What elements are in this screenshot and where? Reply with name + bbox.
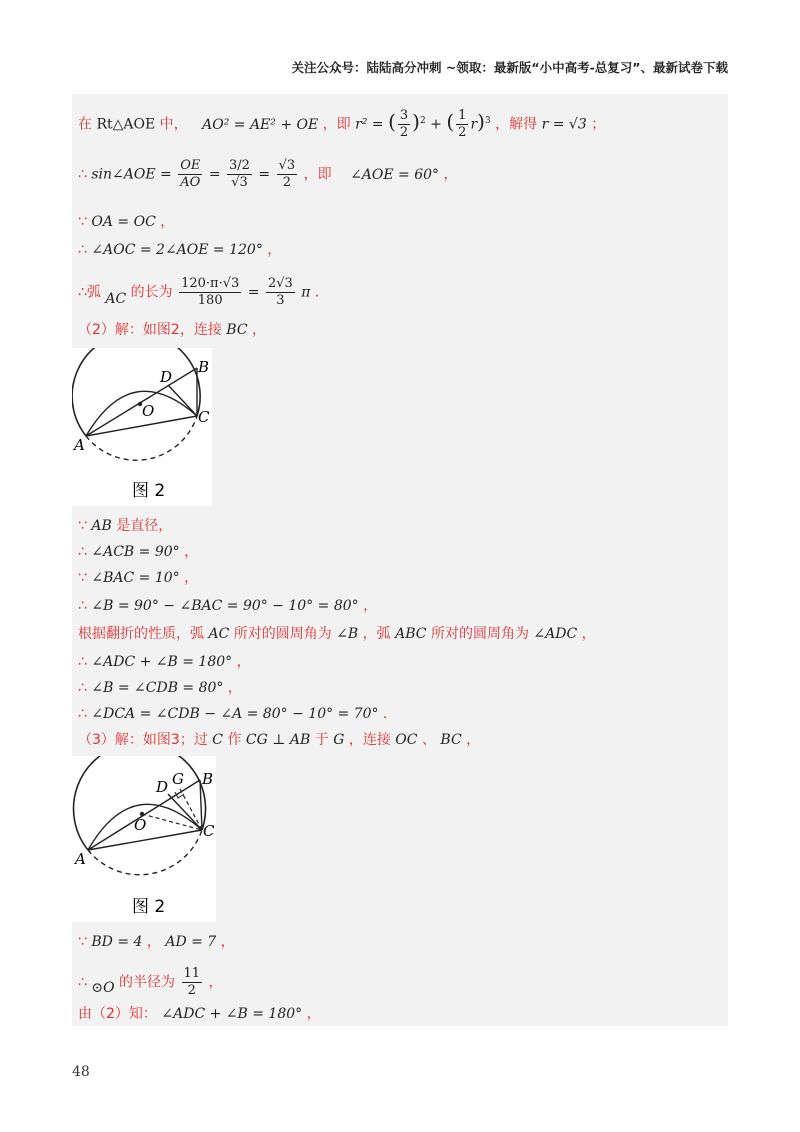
geometry-diagram: [72, 348, 212, 506]
figure-caption: 图 2: [132, 897, 166, 917]
figure-2a: [72, 348, 212, 506]
label-b: B: [198, 358, 210, 376]
paren: ): [477, 109, 485, 134]
geometry-diagram: [72, 756, 216, 922]
solution-line-8: ∴ ∠ACB = 90° ，: [78, 544, 199, 560]
text: 中，: [159, 116, 188, 133]
text: ，解得: [495, 116, 538, 133]
fraction: $\frac{3}{2}$: [399, 108, 409, 140]
solution-line-16: ∵ BD = 4 ， AD = 7 ，: [78, 934, 235, 950]
text: ，即: [322, 116, 351, 133]
paren: ): [412, 109, 420, 134]
label-d: D: [160, 368, 173, 386]
solution-line-10: ∴ ∠B = 90° − ∠BAC = 90° − 10° = 80° ，: [78, 598, 378, 614]
solution-line-17: ∴ ⊙O 的半径为 $\frac{11}{2}$ ，: [78, 966, 223, 998]
solution-line-12: ∴ ∠ADC + ∠B = 180° ，: [78, 654, 251, 670]
paren: (: [446, 109, 455, 134]
label-c: C: [198, 408, 210, 426]
solution-line-4: ∴ ∠AOC = 2∠AOE = 120° ，: [78, 242, 282, 258]
solution-line-13: ∴ ∠B = ∠CDB = 80° ，: [78, 680, 242, 696]
math: r = √3: [541, 116, 587, 133]
math: Rt△AOE: [96, 116, 156, 133]
solution-line-14: ∴ ∠DCA = ∠CDB − ∠A = 80° − 10° = 70° ．: [78, 706, 397, 722]
solution-content: [72, 94, 728, 1026]
label-o: O: [134, 816, 147, 834]
solution-line-15: （3）解：如图3；过 C 作 CG ⊥ AB 于 G ，连接 OC 、 BC ，: [78, 732, 481, 748]
figure-caption: 图 2: [132, 481, 166, 501]
solution-line-3: ∵ OA = OC ，: [78, 214, 175, 230]
solution-line-1: 在 Rt△AOE 中， AO² = AE² + OE ，即 r² = ( $\frac{3}{2}$ )$^2$ + ( $\frac{1}{2}$ r)$^3$ ，解得 r = √3 ；: [78, 108, 606, 140]
solution-line-5: ∴弧 AC 的长为 $\frac{120\cdot\pi\cdot√3}{180}$ = $\frac{2√3}{3}$ π ．: [78, 276, 329, 308]
text: 在: [78, 116, 92, 133]
solution-line-2: ∴ sin∠AOE = $\frac{OE}{AO}$ = $\frac{3/2}{√3}$ = $\frac{√3}{2}$ ，即 ∠AOE = 60° ，: [78, 158, 458, 190]
label-c: C: [203, 822, 215, 840]
math: AO² = AE² + OE: [202, 116, 319, 133]
page-number: 48: [72, 1064, 90, 1080]
label-g: G: [172, 770, 184, 788]
label-a: A: [74, 436, 85, 454]
solution-line-18: 由（2）知： ∠ADC + ∠B = 180° ，: [78, 1006, 321, 1022]
fraction: $\frac{1}{2}$: [458, 108, 467, 140]
solution-line-11: 根据翻折的性质，弧 AC 所对的圆周角为 ∠B ，弧 ABC 所对的圆周角为 ∠ADC ，: [78, 626, 596, 642]
label-o: O: [142, 402, 155, 420]
page-header: 关注公众号：陆陆高分冲刺 ~领取：最新版“小中高考-总复习”、最新试卷下载: [291, 60, 728, 75]
solution-line-7: ∵ AB 是直径，: [78, 518, 173, 534]
text: ；: [591, 116, 606, 133]
solution-line-6: （2）解：如图2，连接 BC ，: [78, 322, 266, 338]
paren: (: [388, 109, 396, 134]
math: r² =: [355, 116, 389, 133]
label-d: D: [156, 778, 169, 796]
solution-line-9: ∵ ∠BAC = 10° ，: [78, 570, 199, 586]
label-b: B: [202, 770, 214, 788]
label-a: A: [75, 850, 86, 868]
figure-2b: [72, 756, 216, 922]
